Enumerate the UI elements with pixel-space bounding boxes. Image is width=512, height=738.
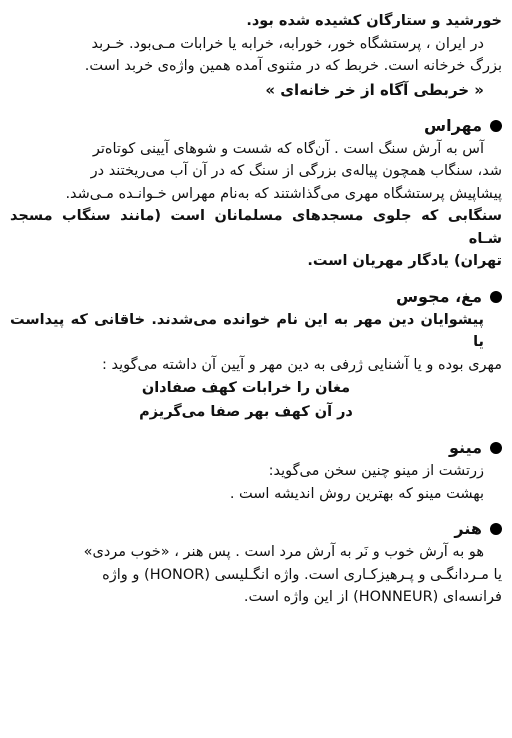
paragraph-line: یا مـردانگـی و پـرهیزکـاری است. واژه انگـلیسی (HONOR) و واژه [102,566,502,583]
verse-line: مغان را خرابات کهف صفادان [141,380,351,396]
paragraph-line: پیشاپیش پرستشگاه مهری می‌گذاشتند که به‌نام مهراس خـوانـده مـی‌شد. [65,185,502,202]
bullet-icon [490,120,502,132]
paragraph-line: سنگابی که جلوی مسجدهای مسلمانان است (مانند سنگاب مسجد شـاه [10,208,502,247]
paragraph-line: زرتشت از مینو چنین سخن می‌گوید: [268,463,484,479]
paragraph-line: مهری بوده و یا آشنایی ژرفی به دین مهر و آیین آن داشته می‌گوید : [102,356,502,373]
paragraph-line: آس به آرش سنگ است . آن‌گاه که شست و شوهای آیینی کوتاه‌تر [92,140,484,157]
section-heading [10,517,502,541]
section-heading [10,114,502,138]
section-minoo [10,436,502,505]
bullet-icon [490,442,502,454]
paragraph-line: فرانسه‌ای (HONNEUR) از این واژه است. [243,589,502,605]
paragraph-line: شد، سنگاب همچون پیاله‌ی بزرگی از سنگ که در آن آب می‌ریختند در [90,163,502,179]
bullet-icon [490,523,502,535]
section-title: مینو [449,438,482,457]
intro-line-1: خورشید و ستارگان کشیده شده بود. [246,13,502,29]
section-heading [10,436,502,460]
section-title: مهراس [424,115,482,135]
paragraph-line: بهشت مینو که بهترین روش اندیشه است . [229,485,484,502]
section-magh [10,285,502,425]
section-title: مغ، مجوس [395,286,482,306]
section-title: هنر [454,519,482,538]
section-honar [10,517,502,609]
bullet-icon [490,291,502,303]
verse-line: در آن کهف بهر صفا می‌گریزم [139,404,353,420]
intro-line-3: بزرگ خرخانه است. خربط که در مثنوی آمده همین واژه‌ی خربد است. [84,58,502,74]
paragraph-line: تهران) یادگار مهریان است. [307,253,502,269]
paragraph-line: پیشوایان دین مهر به این نام خوانده می‌شدند. خاقانی که پیداست یا [10,311,484,350]
section-heading [10,285,502,309]
verse-block [10,376,502,424]
paragraph-line: هو به آرش خوب و نَر به آرش مرد است . پس هنر ، «خوب مردی» [83,544,484,560]
intro-line-2: در ایران ، پرستشگاه خور، خورابه، خرابه یا خرابات مـی‌بود. خـربد [91,35,484,52]
intro-block [10,10,502,102]
intro-quote: « خربطی آگاه از خر خانه‌ای » [265,80,484,99]
section-mehras [10,114,502,273]
